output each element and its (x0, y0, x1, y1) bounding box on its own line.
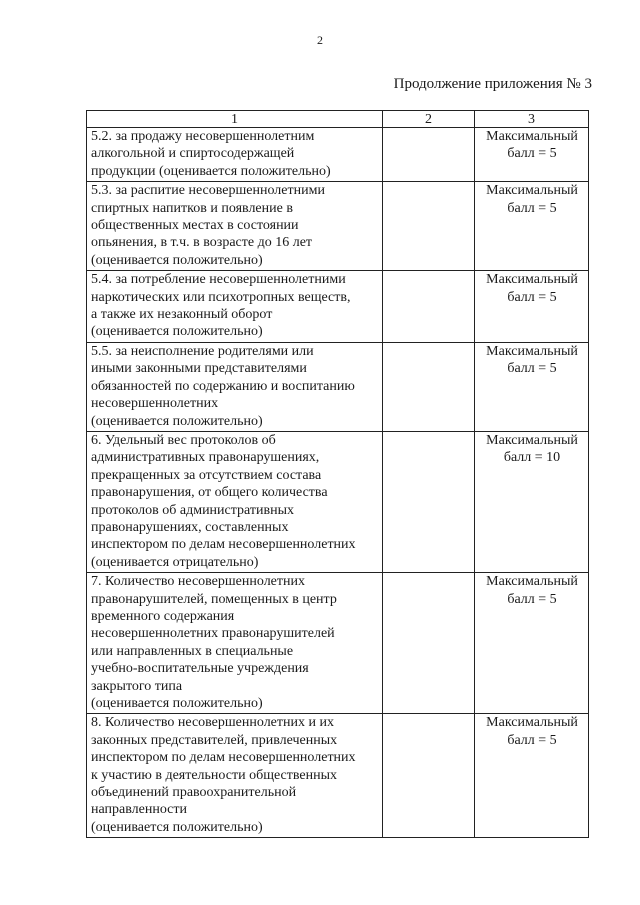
criterion-cell: 5.4. за потребление несовершеннолетними наркотических или психотропных веществ, а также их незаконный оборот (оценивается положительно) (87, 271, 383, 343)
score-cell: Максимальный балл = 5 (475, 128, 589, 182)
value-cell (383, 128, 475, 182)
score-cell: Максимальный балл = 5 (475, 342, 589, 431)
table-header-row (87, 111, 589, 128)
score-cell: Максимальный балл = 5 (475, 182, 589, 271)
value-cell (383, 573, 475, 714)
criterion-cell: 5.2. за продажу несовершеннолетним алкогольной и спиртосодержащей продукции (оценивается положительно) (87, 128, 383, 182)
table-row (87, 271, 589, 343)
criteria-table (86, 110, 589, 838)
score-cell: Максимальный балл = 5 (475, 271, 589, 343)
page-number: 2 (317, 33, 323, 47)
table-row (87, 573, 589, 714)
criterion-cell: 6. Удельный вес протоколов об административных правонарушениях, прекращенных за отсутствием состава правонарушения, от общего количества протоколов об административных правонарушениях, составленных инспектором по делам несовершеннолетних (оценивается отрицательно) (87, 431, 383, 572)
column-header-1: 1 (87, 111, 383, 128)
score-cell: Максимальный балл = 5 (475, 714, 589, 838)
table-row (87, 182, 589, 271)
value-cell (383, 431, 475, 572)
criterion-cell: 5.5. за неисполнение родителями или иными законными представителями обязанностей по содержанию и воспитанию несовершеннолетних (оценивается положительно) (87, 342, 383, 431)
value-cell (383, 342, 475, 431)
appendix-continuation-heading: Продолжение приложения № 3 (393, 76, 592, 92)
column-header-2: 2 (383, 111, 475, 128)
table-row (87, 342, 589, 431)
score-cell: Максимальный балл = 10 (475, 431, 589, 572)
score-cell: Максимальный балл = 5 (475, 573, 589, 714)
criterion-cell: 5.3. за распитие несовершеннолетними спиртных напитков и появление в общественных местах в состоянии опьянения, в т.ч. в возрасте до 16 лет (оценивается положительно) (87, 182, 383, 271)
table-row (87, 431, 589, 572)
value-cell (383, 182, 475, 271)
value-cell (383, 714, 475, 838)
table-row (87, 128, 589, 182)
value-cell (383, 271, 475, 343)
table-row (87, 714, 589, 838)
column-header-3: 3 (475, 111, 589, 128)
criterion-cell: 7. Количество несовершеннолетних правонарушителей, помещенных в центр временного содержания несовершеннолетних правонарушителей или направленных в специальные учебно-воспитательные учреждения закрытого типа (оценивается положительно) (87, 573, 383, 714)
criterion-cell: 8. Количество несовершеннолетних и их законных представителей, привлеченных инспектором по делам несовершеннолетних к участию в деятельности общественных объединений правоохранительной направленности (оценивается положительно) (87, 714, 383, 838)
